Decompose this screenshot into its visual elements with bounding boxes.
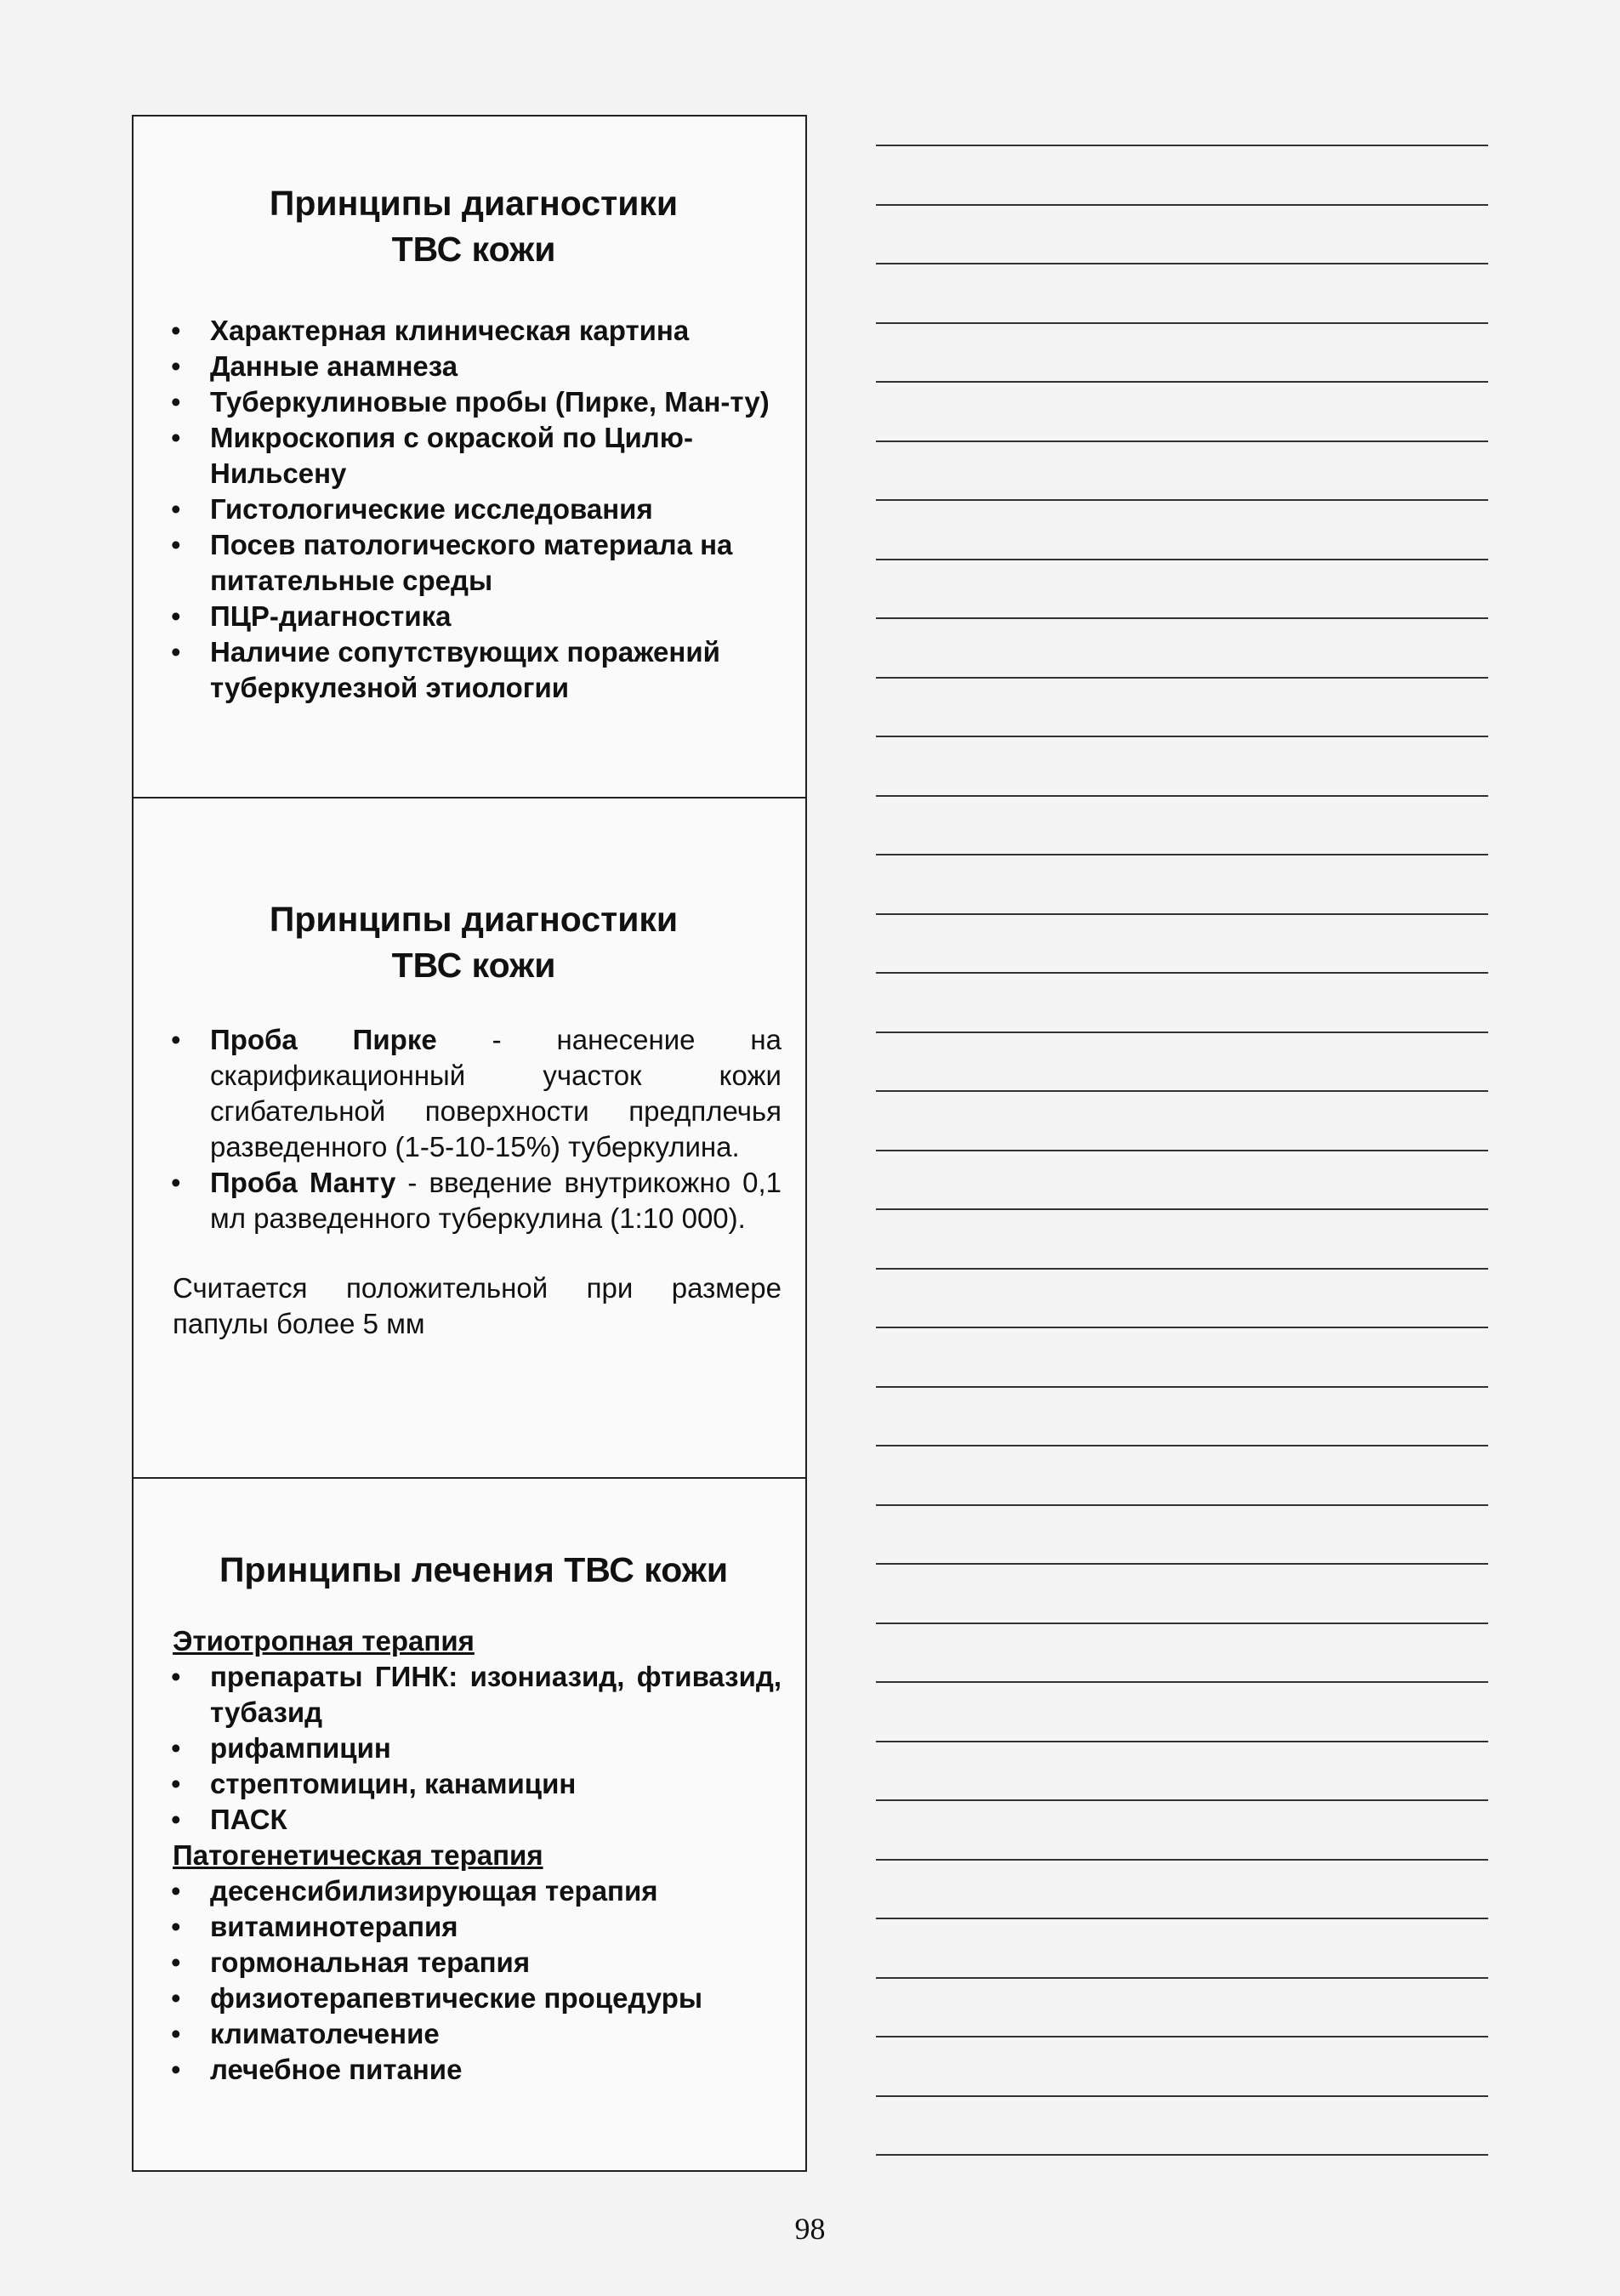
writing-line [876, 1563, 1488, 1565]
writing-line [876, 1623, 1488, 1624]
writing-line [876, 1150, 1488, 1151]
list-item [166, 1022, 782, 1165]
list-item: • витаминотерапия [166, 1909, 782, 1945]
slide-tuberculin-tests [134, 797, 805, 1477]
writing-line [876, 1090, 1488, 1092]
writing-line [876, 736, 1488, 737]
section-heading-etiotropic: Этиотропная терапия [173, 1625, 475, 1657]
writing-line [876, 1799, 1488, 1801]
writing-line [876, 1268, 1488, 1270]
writing-line [876, 617, 1488, 619]
bullet-list [166, 313, 782, 706]
writing-line [876, 145, 1488, 146]
writing-line [876, 440, 1488, 442]
slide-title-line1: Принципы диагностики [269, 184, 679, 223]
writing-line [876, 2154, 1488, 2156]
bullet-list-pathogenetic [166, 1873, 782, 2088]
section-heading-pathogenetic: Патогенетическая терапия [173, 1839, 543, 1871]
list-item: • ПАСК [166, 1802, 782, 1838]
writing-line [876, 204, 1488, 206]
list-item: • Туберкулиновые пробы (Пирке, Ман-ту) [166, 384, 782, 420]
test-description: - введение внутрикожно 0,1 мл разведенного туберкулина (1:10 000). [210, 1167, 782, 1234]
slide-note: Считается положительной при размере папулы более 5 мм [173, 1272, 782, 1339]
writing-line [876, 1681, 1488, 1683]
list-item: • Наличие сопутствующих поражений туберкулезной этиологии [166, 634, 782, 706]
writing-line [876, 972, 1488, 974]
writing-line [876, 1445, 1488, 1446]
list-item: • Данные анамнеза [166, 349, 782, 384]
writing-line [876, 913, 1488, 915]
slide-treatment [134, 1477, 805, 2170]
slide-title [166, 117, 782, 272]
writing-line [876, 1327, 1488, 1328]
test-description: - нанесение на скарификационный участок кожи сгибательной поверхности предплечья разведенного (1-5-10-15%) туберкулина. [210, 1024, 782, 1162]
list-item: • гормональная терапия [166, 1945, 782, 1981]
writing-line [876, 1918, 1488, 1919]
writing-line [876, 1208, 1488, 1210]
writing-line [876, 854, 1488, 855]
writing-line [876, 499, 1488, 501]
slides-column [132, 115, 807, 2172]
writing-line [876, 1504, 1488, 1506]
writing-line [876, 795, 1488, 797]
slide-title-line2: ТВС кожи [391, 230, 556, 269]
slide-title [166, 798, 782, 988]
writing-line [876, 1031, 1488, 1033]
bullet-list [166, 1022, 782, 1236]
writing-line [876, 1386, 1488, 1388]
list-item: • Гистологические исследования [166, 492, 782, 527]
writing-line [876, 263, 1488, 264]
list-item: • Характерная клиническая картина [166, 313, 782, 349]
list-item [166, 1165, 782, 1236]
note-lines [876, 145, 1488, 2168]
list-item: • ПЦР-диагностика [166, 599, 782, 634]
writing-line [876, 1977, 1488, 1979]
test-name: Проба Пирке [210, 1024, 437, 1055]
writing-line [876, 2095, 1488, 2097]
page-number: 98 [794, 2212, 826, 2246]
list-item: • стрептомицин, канамицин [166, 1766, 782, 1802]
writing-line [876, 2036, 1488, 2037]
writing-line [876, 677, 1488, 679]
test-name: Проба Манту [210, 1167, 396, 1198]
list-item: • Посев патологического материала на питательные среды [166, 527, 782, 599]
writing-line [876, 1859, 1488, 1861]
writing-line [876, 559, 1488, 560]
slide-title-line1: Принципы диагностики [269, 900, 679, 939]
slide-title-line2: ТВС кожи [391, 946, 556, 985]
bullet-list-etiotropic [166, 1659, 782, 1838]
writing-line [876, 381, 1488, 383]
list-item: • физиотерапевтические процедуры [166, 1981, 782, 2016]
list-item: • Микроскопия с окраской по Цилю-Нильсену [166, 420, 782, 492]
writing-line [876, 322, 1488, 324]
writing-line [876, 1741, 1488, 1742]
list-item: • климатолечение [166, 2016, 782, 2052]
list-item: • рифампицин [166, 1731, 782, 1766]
list-item: • препараты ГИНК: изониазид, фтивазид, тубазид [166, 1659, 782, 1731]
list-item: • десенсибилизирующая терапия [166, 1873, 782, 1909]
slide-title: Принципы лечения ТВС кожи [219, 1550, 729, 1589]
slide-diagnostics-overview [134, 117, 805, 797]
list-item: • лечебное питание [166, 2052, 782, 2088]
